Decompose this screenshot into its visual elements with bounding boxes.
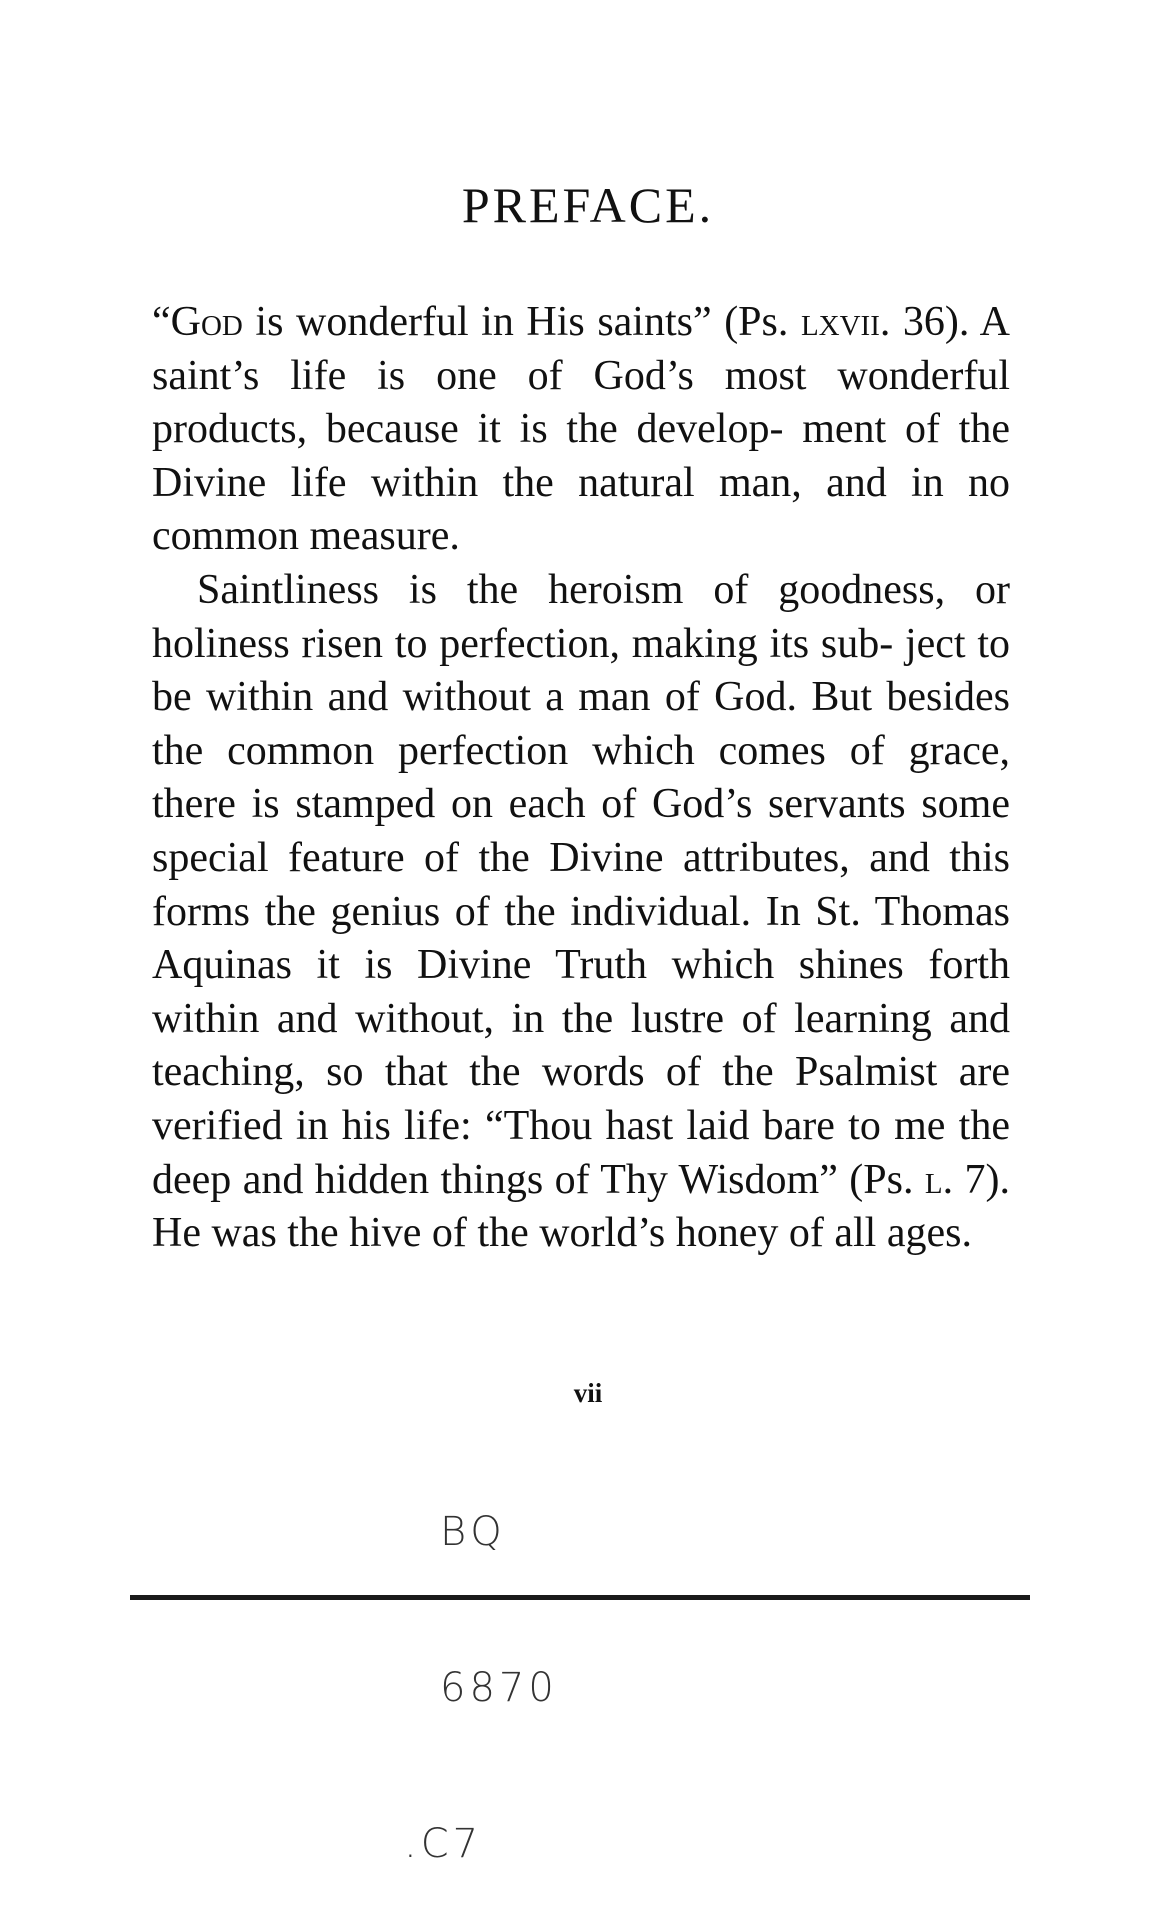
call-number-line: .C7 [404, 1821, 483, 1867]
paragraph-text: is wonderful in His saints” (Ps. [242, 299, 801, 345]
page-number: vii [573, 1378, 603, 1408]
page-title: PREFACE. [461, 177, 715, 233]
open-quote: “ [152, 299, 171, 345]
small-caps-god: God [170, 299, 243, 345]
preface-body [152, 296, 1010, 1261]
paragraph-1 [152, 296, 1010, 564]
paragraph-2 [152, 564, 1010, 1261]
small-caps-psalm-number: lxvii. [800, 299, 891, 345]
bottom-rule [130, 1595, 1030, 1600]
handwritten-call-number [404, 1402, 558, 1922]
call-number-line: 6870 [440, 1665, 558, 1711]
call-number-line: BQ [440, 1509, 506, 1555]
paragraph-text: Saintliness is the heroism of goodness, or holiness risen to perfection, making its sub- ject to be within and without a man of God. But besides the common perfection which comes of grace, there is stamped on each of God’s servants some special feature of the Divine attributes, and this forms the genius of the individual. In St. Thomas Aquinas it is Divine Truth which shines forth within and without, in the lustre of learning and teaching, so that the words of the Psalmist are verified in his life: “Thou hast laid bare to me the deep and hidden things of Thy Wisdom” (Ps. [152, 566, 1010, 1203]
paragraph-text: 7). He was the hive of the world’s honey of all ages. [152, 1156, 1010, 1257]
small-caps-psalm-number: l. [924, 1156, 954, 1203]
paragraph-text: 36). A saint’s life is one of God’s most wonderful products, because it is the develop- ment of the Divine life within the natural man, and in no common measure. [152, 299, 1010, 560]
